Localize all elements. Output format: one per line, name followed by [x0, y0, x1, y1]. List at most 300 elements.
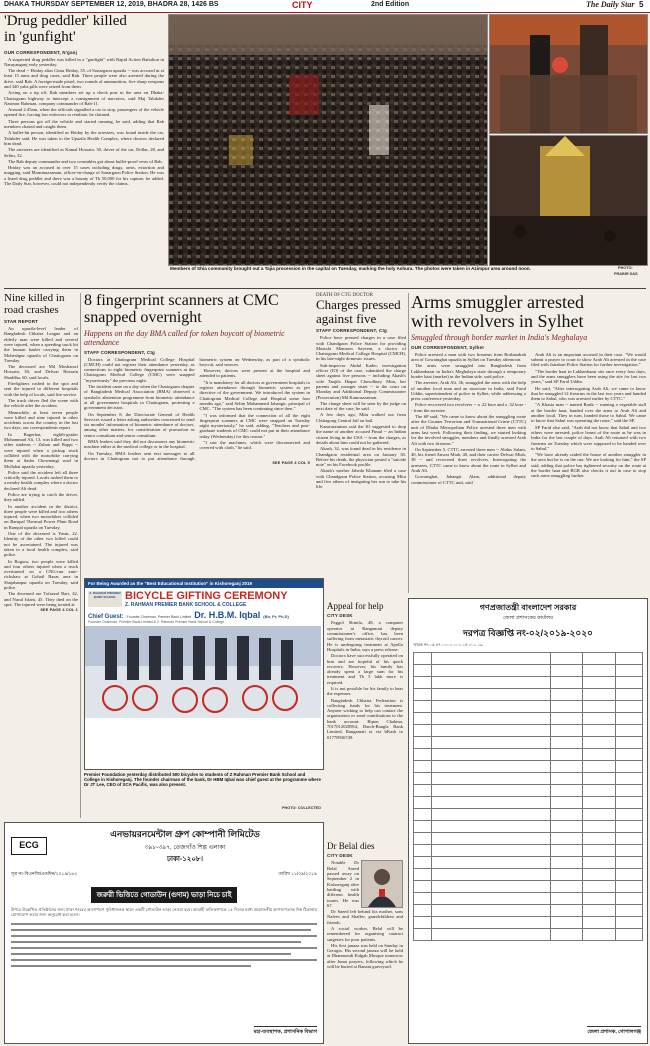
paragraph: Doctors at Chattogram Medical College Hospital (CMCH) could not register their attendance yesterday, as connections to eight biometric fingerprint scanners at the Chattogram Medical College (CMC) were snapped "mysteriously" the previous night.: [84, 356, 195, 383]
tender-cell: [551, 809, 583, 821]
paragraph: In another accident in the district, three people were killed and two others injured, when two motorbikes collided on Barupal Thermal Power Plant Road in Rampal upazila on Tuesday.: [4, 503, 78, 530]
tender-footer: জেলা প্রশাসক, গোপালগঞ্জ: [587, 1026, 641, 1037]
guest-name: Dr. H.B.M. Iqbal: [194, 610, 261, 620]
tender-cell: [432, 797, 551, 809]
tender-cell: [615, 905, 643, 917]
tender-cell: [615, 845, 643, 857]
tender-cell: [615, 737, 643, 749]
tender-cell: [432, 929, 551, 941]
body-drug: [4, 57, 164, 187]
tender-cell: [551, 821, 583, 833]
tender-cell: [615, 713, 643, 725]
tender-header: [409, 599, 647, 641]
paragraph: "I was informed that the connection of all the eight fingerprint scanners at CMC were snapped on Tuesday night mysteriously," he said, adding, "Teachers and post-graduate students of CMC could not put in their attendance today (Wednesday) for this reason.": [199, 412, 310, 439]
tender-cell: [414, 653, 432, 665]
tender-cell: [551, 857, 583, 869]
tender-cell: [551, 725, 583, 737]
tender-cell: [551, 773, 583, 785]
body-arms-col1: [411, 352, 526, 486]
ad-cycle-header: [85, 588, 323, 610]
paragraph: The arrestee, Arab Ali, 36, smuggled the arms with the help of another local man and an associate in India, said Farid Uddin, superintendent of police in Sylhet, while addressing a press conference yesterday.: [411, 380, 526, 402]
tender-row: [414, 725, 643, 737]
paragraph: His first janaza was held on Sunday in Georgia. His second janaza will be held at Dhanmondi Eidgah Mosque tomorrow after Jumu prayers, following which he will be buried at Banani graveyard.: [327, 942, 403, 970]
tender-cell: [615, 677, 643, 689]
tender-cell: [551, 905, 583, 917]
paragraph: On Tuesday, BMA leaders sent text messages to all doctors in Chattogram not to put attendance through biometric system on Wednesday, as part of a symbolic boycott, said sources.: [84, 356, 310, 461]
photo-procession-main: [168, 14, 488, 266]
byline-drug: OUR CORRESPONDENT, N'ganj: [4, 49, 78, 55]
byline-arms: OUR CORRESPONDENT, Sylhet: [411, 344, 485, 350]
paragraph: Around 2:45am, when the officials signalled a car to stop, passengers of the vehicle opened fire, forcing law enforcers to retaliate, he claimed.: [4, 107, 164, 118]
tender-cell: [615, 689, 643, 701]
tender-cell: [432, 785, 551, 797]
tender-cell: [414, 761, 432, 773]
tender-cell: [551, 677, 583, 689]
ad-godown-rent: [4, 822, 324, 1044]
story-cmc-scanners: [84, 293, 310, 465]
tender-cell: [583, 725, 615, 737]
tender-cell: [615, 893, 643, 905]
tender-cell: [615, 665, 643, 677]
body-arms-col2: [531, 352, 646, 486]
tender-cell: [432, 689, 551, 701]
tender-cell: [551, 749, 583, 761]
story-appeal: [327, 602, 403, 741]
edition-label: 2nd Edition: [371, 1, 410, 8]
paragraph: BMA leaders said they did not disconnect any biometric machine either at the medical college or in the hospital.: [84, 439, 195, 450]
tender-cell: [551, 737, 583, 749]
ad-cycle-subtitle: Z. RAHMAN PREMIER BANK SCHOOL & COLLEGE: [125, 602, 247, 608]
person-icon: [362, 861, 402, 907]
page-number: 5: [639, 0, 644, 9]
ad-cycle-credit: PHOTO: COLLECTED: [282, 806, 321, 810]
column-rule: [408, 293, 409, 593]
tender-cell: [583, 701, 615, 713]
date-line: DHAKA THURSDAY SEPTEMBER 12, 2019, BHADRA 28, 1426 BS: [4, 1, 219, 8]
tender-row: [414, 773, 643, 785]
tender-cell: [414, 833, 432, 845]
tender-cell: [414, 725, 432, 737]
ad-cdc-filler: [11, 883, 317, 993]
tender-row: [414, 821, 643, 833]
tender-cell: [414, 689, 432, 701]
tender-cell: [583, 857, 615, 869]
tender-row: [414, 749, 643, 761]
ad-cdc-ref: সূত্র নং-বিএনজি/এডমিন/২০১৯/১৬২: [11, 871, 78, 876]
crowd-illustration: [169, 15, 487, 265]
photo-caption-top: Members of Shia community brought out a Tajia procession in the capital on Tuesday, marking the holy Ashura. The photos were taken in Azimpur area around noon.: [170, 266, 531, 271]
headline-arms-line1: Arms smuggler arrested: [411, 292, 584, 312]
tender-row: [414, 665, 643, 677]
tender-cell: [414, 857, 432, 869]
tender-row: [414, 677, 643, 689]
tender-cell: [551, 701, 583, 713]
tender-cell: [615, 785, 643, 797]
ad-cycle-guest: [85, 610, 323, 620]
tender-cell: [551, 797, 583, 809]
tender-cell: [414, 905, 432, 917]
tender-cell: [432, 737, 551, 749]
paragraph: Acting on a tip off, Rab members set up a check post in the area on Dhaka-Chattogram highway to intercept a consignment of narcotics, said Maj Talukder Nasimur Rahman, company commander of Rab-11.: [4, 90, 164, 106]
tender-memo: স্মারক নং-০৫.৪৭.০০০০.০০১.১৪.০০১.১৯: [413, 642, 483, 647]
tender-row: [414, 761, 643, 773]
ceremony-photo: [85, 626, 321, 718]
byline-appeal: CITY DESK: [327, 613, 353, 619]
tender-row: [414, 845, 643, 857]
photo-procession-side-top: [489, 14, 648, 134]
body-obit-rest: [327, 909, 403, 969]
guest-role: Founder Chairman, Premier Bank Limited: [126, 615, 192, 619]
text-lines-decoration: [11, 883, 317, 993]
ad-cdc-date: তারিখ ১১/০৯/২০১৯: [278, 871, 317, 876]
tender-cell: [432, 677, 551, 689]
paragraph: "I saw the machines, which were disconnected and covered with cloth," he said.: [199, 440, 310, 451]
tender-table-wrap: [409, 650, 647, 943]
tender-office: জেলা প্রশাসকের কার্যালয়: [502, 615, 554, 621]
tender-cell: [615, 881, 643, 893]
ad-cdc-refline: [5, 869, 323, 880]
tender-cell: [551, 845, 583, 857]
paragraph: Police arrested a man with two firearms from Borhandrah area of Gowainghat upazila in Sylhet on Tuesday afternoon.: [411, 351, 526, 363]
headline-road: Nine killed in road crashes: [4, 292, 65, 316]
ad-cdc-header: [5, 823, 323, 869]
tender-row: [414, 917, 643, 929]
tender-cell: [432, 833, 551, 845]
tender-cell: [551, 713, 583, 725]
paragraph: A social worker, Belal will be remembered for organising cataract surgeries for poor patients.: [327, 926, 403, 942]
tender-row: [414, 689, 643, 701]
paragraph: The dead -- Hriday alias Cimu Hriday, 35, of Sonargaon upazila -- was accused in at least 15 arms and drug cases, said Rab. Three people were also arrested during the drive, said Rab. A foreign-made pistol, two rounds of ammunition, five sharp weapons and 340 yaba pills were seized from them.: [4, 68, 164, 89]
paragraph: Three persons got off the vehicle and started running, he said, adding that Rab members chased and caught them.: [4, 118, 164, 130]
ad-bicycle-ceremony: [84, 578, 324, 770]
paragraph: Gowainghat, Jahangir Alam, additional deputy commissioner of CTTC unit, said: [411, 474, 526, 485]
tender-row: [414, 929, 643, 941]
tender-cell: [414, 797, 432, 809]
paragraph: Notable Dr Belal Saeed passed away on September 2 in Kishoreganj after battling with different health issues. He was 67.: [327, 860, 360, 908]
tender-cell: [583, 845, 615, 857]
divider: [4, 288, 646, 289]
story-obit: [327, 842, 403, 970]
tender-cell: [583, 929, 615, 941]
paragraph: Sub-inspector Abdul Kader, investigation officer (IO) of the case, submitted the charge sheet against five persons -- including Akash's wife Tanjila Haque Chowdhury Mitu, her parents and younger sister -- to the court on Monday and Additional Deputy Commissioner (Prosecution) Md Kamruzzaman.: [316, 362, 406, 400]
ad-cdc-signer: মহা-ব্যবস্থাপক, প্রশাসনিক বিভাগ: [254, 1026, 317, 1037]
tender-cell: [414, 845, 432, 857]
tender-cell: [432, 749, 551, 761]
obit-portrait: [361, 860, 403, 908]
continued-road: SEE PAGE 4 COL 1: [40, 608, 78, 613]
ad-cdc-city: ঢাকা-১২০৮।: [167, 856, 203, 863]
tender-cell: [414, 677, 432, 689]
paragraph: Police said the accident left all three critically injured. Locals rushed them to a nearby health complex where a doctor declared Ali dead.: [4, 469, 78, 491]
obit-top: [327, 860, 403, 909]
tender-row: [414, 869, 643, 881]
tender-cell: [551, 665, 583, 677]
paragraph: Police are trying to catch the driver, they added.: [4, 492, 78, 503]
tender-cell: [615, 929, 643, 941]
paragraph: Akash's mother Jaheda Khanam filed a case with Chandgaon Police Station, accusing Mitu and five others of instigating her son to take his life.: [316, 468, 406, 490]
tender-cell: [583, 773, 615, 785]
logo-text: ECG: [19, 840, 39, 850]
tender-cell: [551, 929, 583, 941]
tender-cell: [432, 905, 551, 917]
paragraph: The Rab deputy commander and two constables got about bullet-proof vests of Rab.: [8, 158, 163, 164]
tender-cell: [615, 725, 643, 737]
tender-cell: [583, 785, 615, 797]
tender-cell: [583, 749, 615, 761]
tender-row: [414, 785, 643, 797]
paragraph: One of the deceased is Yasin, 22. Identity of the other two killed could not be ascertained. The injured was taken to a local health complex, said police.: [4, 531, 78, 558]
tender-row: [414, 809, 643, 821]
tender-row: [414, 833, 643, 845]
ad-cycle-caption: Premier Foundation yesterday distributed 500 bicycles to students of Z Rahman Premier Bank School and College in Kishoreganj. The founder chairman of the bank, Dr HBM Iqbal was chief guest at the programme where Dr JT Lee, CEO of SCA Pacific, was also present.: [84, 772, 321, 788]
paragraph: Paggol Shimla, 48, a computer operator at Rangamati deputy commissioner's office, has been suffering from metastatic thyroid cancer. He is undergoing treatment at Apollo Hospitals in India, says a press release.: [327, 620, 403, 652]
tender-cell: [583, 713, 615, 725]
paragraph: He said, "After interrogating Arab Ali, we came to know that he smuggled 12 firearms in the last two years and handed them to Sabul, who was arrested earlier by CTTC.": [531, 385, 646, 402]
headline-charges-line2: against five: [316, 310, 377, 326]
headline-arms-line2: with revolvers in Sylhet: [411, 310, 584, 331]
byline-road: STAR REPORT: [4, 319, 39, 325]
paragraph: The SP said, "We came to know about the smuggling route after the Counter Terrorism and Transnational Crime (CTTC) unit of Dhaka Metropolitan Police arrested three men with arms last week. Following their finding, we started looking for the involved smuggler, members and finally arrested Arab Ali with two firearms.": [411, 414, 526, 446]
tender-cell: [414, 749, 432, 761]
tender-cell: [414, 917, 432, 929]
paragraph: Arab Ali is an important accused in their case. "We would submit a prayer to court to show Arab Ali arrested in the case filed with Jatrabari Police Station for further investigation.": [531, 351, 646, 368]
tender-cell: [432, 869, 551, 881]
tender-cell: [432, 665, 551, 677]
tender-govt: গণপ্রজাতন্ত্রী বাংলাদেশ সরকার: [479, 603, 577, 612]
tender-cell: [583, 797, 615, 809]
tender-cell: [615, 809, 643, 821]
paragraph: The truck driver fled the scene with the vehicle after the accident.: [4, 397, 78, 409]
tender-cell: [432, 857, 551, 869]
tender-cell: [583, 869, 615, 881]
tender-cell: [615, 653, 643, 665]
tender-title: দরপত্র বিজ্ঞপ্তি নং-০২/২০১৯-২০২০: [463, 628, 593, 638]
tender-cell: [432, 845, 551, 857]
paragraph: "It is mandatory for all doctors at government hospitals to register attendance through biometric system as per directive of the government. We introduced the system in Chattogram Medical College and Hospital some four months ago," said Selim Mohammed Jahangir, principal of CMC. "The system has been continuing since then.": [199, 379, 310, 412]
tender-row: [414, 893, 643, 905]
tender-row: [414, 713, 643, 725]
arms-columns: [411, 352, 646, 486]
ad-cdc-address: ৩৯৮-৩৯৭, তেজগাঁও শিল্প এলাকা: [144, 845, 226, 851]
tender-cell: [583, 761, 615, 773]
subhead-arms: Smuggled through border market in India's Meghalaya: [411, 332, 588, 342]
tender-cell: [414, 881, 432, 893]
ad-cdc-title: জরুরী ভিত্তিতে গোডাউন (গুদাম) ভাড়া নিচে চাই: [91, 887, 238, 903]
tender-row: [414, 857, 643, 869]
body-appeal: [327, 620, 403, 740]
tender-cell: [551, 869, 583, 881]
headline-charges-line1: Charges pressed: [316, 297, 401, 312]
tender-row: [414, 905, 643, 917]
tender-cell: [414, 821, 432, 833]
byline-cmc: STAFF CORRESPONDENT, Ctg: [84, 349, 155, 355]
tender-cell: [432, 773, 551, 785]
tender-cell: [432, 701, 551, 713]
tender-cell: [615, 761, 643, 773]
paragraph: Police recovered two revolvers -- a .22 bore and a .32 bore -- from the arrestee.: [411, 402, 526, 413]
company-logo: [11, 837, 47, 855]
paragraph: Kamruzzaman said the IO suggested to drop the name of another accused Fimal -- an Indian citizen living in the USA -- from the charges, as details about him could not be gathered.: [316, 424, 406, 445]
byline-obit: CITY DESK: [327, 853, 353, 859]
tender-cell: [615, 857, 643, 869]
kicker-charges: DEATH OF CTG DOCTOR: [316, 293, 373, 298]
paragraph: In Bagerhat, eighth-grader Mohammad Ali, 13, was killed and two other students -- Zubair and Bappi -- were injured when a pickup truck collided with the motorbike carrying them at Sadar Chownangi road in Mollahat upazila yesterday.: [4, 431, 78, 469]
tender-cell: [414, 893, 432, 905]
tender-cell: [551, 653, 583, 665]
tender-cell: [414, 869, 432, 881]
paragraph: Meanwhile, at least seven people were killed and nine injured in other accidents across the country in the last two days, our correspondents report.: [4, 409, 78, 431]
tender-cell: [615, 773, 643, 785]
headline-drug-line1: 'Drug peddler' killed: [4, 13, 127, 29]
tender-row: [414, 653, 643, 665]
tender-cell: [432, 821, 551, 833]
body-road: [4, 326, 78, 607]
headline-cmc: 8 fingerprint scanners at CMC snapped overnight: [84, 292, 279, 326]
tender-table: [413, 652, 643, 941]
tazia-illustration: [490, 136, 647, 265]
story-charges-pressed: [316, 293, 406, 491]
tender-cell: [432, 893, 551, 905]
paragraph: On September 8, the Directorate General of Health Services issued a letter asking authorities concerned to send six months' information of biometric attendance of doctors, among other matters, for consideration of promotion as senior consultant and senior consultant.: [84, 411, 195, 438]
tender-cell: [583, 809, 615, 821]
tender-cell: [414, 929, 432, 941]
tender-cell: [583, 833, 615, 845]
tender-cell: [551, 881, 583, 893]
paragraph: The deceased are Tofazzal Bari, 42, and Nurul Islam, 45. They died on the spot. The injured were being treated at: [4, 591, 78, 607]
tender-cell: [414, 785, 432, 797]
ad-cycle-topline: For Being Awarded as the "Best Educational Institution" in Kishoreganj 2019: [85, 579, 323, 588]
column-rule: [80, 293, 81, 818]
tender-cell: [615, 917, 643, 929]
paragraph: A bullet-hit person, identified as Hriday by the arrestees, was found inside the car, Talukder said. He was taken to the Upazila Health Complex, where doctors declared him dead.: [4, 130, 164, 146]
section-name: CITY: [292, 0, 313, 10]
tender-cell: [551, 833, 583, 845]
tender-cell: [583, 737, 615, 749]
tender-cell: [551, 761, 583, 773]
tender-cell: [583, 665, 615, 677]
continued-cmc: SEE PAGE 4 COL 5: [272, 461, 310, 466]
tender-cell: [583, 653, 615, 665]
story-arms-smuggler: [411, 293, 646, 486]
tender-cell: [414, 713, 432, 725]
ad-cdc-body: উপরে উল্লেখিত প্রতিষ্ঠানের জন্য ঢাকা শহরের আশেপাশে সুবিধাজনক স্থানে একটি গোডাউন ভাড়া নেওয়া হবে। আগ্রহী মালিকগণকে ১৫ দিনের মধ্যে প্রয়োজনীয় কাগজপত্রসহ নিম্ন ঠিকানায় যোগাযোগ করার জন্য অনুরোধ করা হলো।: [11, 907, 317, 917]
paragraph: On September 5, CTTC arrested three men -- Abdus Salam, 40, his friend Anwar Miah, 40, and their carrier Delwar Miah, 38 -- and recovered three revolvers. Interrogating the arrestees, CTTC came to know about the route in Sylhet and Arab Ali.: [411, 446, 526, 474]
paragraph: A suspected drug peddler was killed in a "gunfight" with Rapid Action Battalion in Narayanganj early yesterday.: [4, 56, 164, 67]
tender-cell: [583, 917, 615, 929]
ad-cycle-title: BICYCLE GIFTING CEREMONY: [125, 590, 288, 602]
paragraph: "The border haat in Lakhanbazar sits once every four days, and the arms smugglers have been using the site for last two years," said SP Farid Uddin.: [531, 368, 646, 385]
tender-cell: [414, 809, 432, 821]
paragraph: A few days ago, Mitu walked out from Chittagong Central Jail on bail.: [316, 412, 406, 423]
paragraph: An upazila-level leader of Bangladesh Chhatra League and an elderly man were killed and several were injured, when a speeding truck hit the human hauler carrying them in Moheshpur upazila of Chattogram on Tuesday.: [4, 326, 78, 363]
paragraph: The arms were smuggled into Bangladesh from Lakhanbazar in India's Meghalaya state through a temporary border haat (market) in the Indian side, said police.: [411, 363, 526, 379]
tender-cell: [551, 689, 583, 701]
chief-guest-label: Chief Guest:: [88, 614, 124, 620]
tender-cell: [432, 809, 551, 821]
paragraph: Hriday was an accused in over 15 cases including drugs, arms, extortion and mugging, said Mominuzzaman, officer-in-charge of Sonargaon Police Station. He was a listed drug peddler and there was a bounty of Tk 50,000 for his capture, he added. The Daily Star, however, could not independently verify the claims.: [4, 165, 164, 187]
paragraph: "We have already raided the house of another smuggler in the area but he is on the run. We are looking for him," the SP said, adding that police has tightened security on the route at the border haat and BGB also checks it out in case to stop such arms smuggling further.: [531, 452, 646, 479]
tender-cell: [615, 701, 643, 713]
tender-cell: [583, 677, 615, 689]
paragraph: Doctors have successfully operated on him and are hopeful of his quick recovery. However, his family has already spent a large sum for his treatment and Tk 5 lakh more is required.: [327, 653, 403, 685]
tender-cell: [615, 797, 643, 809]
subhead-cmc: Happens on the day BMA called for token boycott of biometric attendance: [84, 328, 285, 347]
tender-cell: [432, 653, 551, 665]
tender-cell: [432, 881, 551, 893]
story-drug-peddler: [4, 14, 164, 187]
headline-drug-line2: in 'gunfight': [4, 28, 76, 45]
tender-row: [414, 881, 643, 893]
paragraph: It is not possible for his family to bear the expenses.: [327, 686, 403, 697]
photo-procession-side-bottom: [489, 135, 648, 266]
paragraph: "A Khasia man -- named Barik -- running a vegetable stall at the border haat, handed over the arms to Arab Ali and another local. They in turn, handed those to Sabul. We came to know that Sabul was operating the route," said the SP.: [531, 402, 646, 424]
tender-cell: [414, 701, 432, 713]
bank-logo: Z. RAHMAN PREMIER BANK SCHOOL: [88, 591, 122, 607]
tender-cell: [432, 761, 551, 773]
tender-cell: [583, 905, 615, 917]
paragraph: The arrestees are identified as Kamal Hossain, 30, driver of the car, Dollar, 28, and Selim, 32.: [4, 147, 164, 158]
tender-cell: [583, 821, 615, 833]
tender-cell: [551, 893, 583, 905]
paragraph: The deceased are Md Mosharraf Hossain, 30, and Delwar Hossain Shaddha, 60, said locals.: [4, 364, 78, 380]
paragraph: Firefighters rushed to the spot and sent the injured to different hospitals with the help of locals, said fire service.: [4, 381, 78, 397]
paragraph: However, doctors were present at the hospital and attended to patients.: [199, 368, 310, 379]
tender-cell: [615, 869, 643, 881]
tender-cell: [414, 665, 432, 677]
tender-cell: [414, 773, 432, 785]
tender-row: [414, 797, 643, 809]
tender-cell: [551, 785, 583, 797]
tender-cell: [615, 821, 643, 833]
tender-cell: [583, 881, 615, 893]
paragraph: The charge sheet will be seen by the judge on next date of the case, he said.: [316, 400, 406, 412]
paragraph: SP Farid also said, "Arab did not know that Sabul and two others were arrested; police learnt of the route as he was in India for the last couple of days. Arab Ali returned with two firearms on Tuesday which were supposed to be handed over to Sabul.": [531, 424, 646, 451]
paragraph: Dr Saeed left behind his mother, sons Nafees and Shaffer, grandchildren and friends.: [327, 909, 403, 925]
paragraph: Bangladesh Chhatra Federation is collecting funds for his treatment. Anyone wishing to help can contact the organisation or send contributions to the bank account: Ripon Chakma, 7017012028584, Dutch-Bangla Bank Limited, Rangamati or via bKash to 01778936749.: [327, 697, 403, 740]
story-road-crashes: [4, 293, 78, 612]
guest-sub: Founder Chairman, Premier Bank Limited & Z. Rahman Premier Bank School & College: [88, 620, 225, 624]
paragraph: Police have pressed charges in a case filed with Chandgaon Police Station for providing Mustafa Mamoon Sayeem, a doctor of Chattogram Medical College Hospital (CMCH), in his late-night domestic issues.: [316, 335, 406, 362]
tender-cell: [615, 833, 643, 845]
procession-illustration: [490, 15, 647, 133]
byline-charges: STAFF CORRESPONDENT, Ctg: [316, 328, 387, 334]
paragraph: In Bogura, two people were killed and four others injured when a truck overturned on a CNG-run auto-rickshaw at Gohail Bazar area in Shajahanpur upazila on Tuesday, said police.: [4, 558, 78, 591]
tender-row: [414, 737, 643, 749]
ad-cdc-org: এনভায়রনমেন্টাল গ্রুপ কোম্পানী লিমিটেড: [110, 829, 260, 839]
headline-obit: Dr Belal dies: [327, 841, 375, 851]
body-obit-first: [327, 860, 359, 909]
ad-tender-notice: [408, 598, 648, 1044]
headline-appeal: Appeal for help: [327, 601, 384, 611]
tender-cell: [583, 689, 615, 701]
photo-credit-name: PRABIR DAS: [614, 272, 638, 276]
body-cmc: [84, 357, 310, 462]
paragraph: The incident came on a day when the Chattogram chapter of Bangladesh Medical Association (BMA) observed a symbolic abstention programme from biometric attendance at all government hospitals in Chattogram, protesting a government decision.: [84, 384, 195, 411]
tender-cell: [615, 749, 643, 761]
body-charges: [316, 335, 406, 489]
photo-credit-label: PHOTO:: [618, 266, 633, 270]
paper-name: The Daily Star: [586, 0, 635, 9]
tender-cell: [432, 917, 551, 929]
tender-cell: [414, 737, 432, 749]
tender-row: [414, 701, 643, 713]
paragraph: Akash, 32, was found dead in his residence in Chandgaon residential area on January 30. Before his death, the physician posted a "suicide note" on his Facebook profile.: [316, 446, 406, 468]
tender-cell: [583, 893, 615, 905]
tender-cell: [551, 917, 583, 929]
tender-cell: [432, 725, 551, 737]
guest-suffix: (Bir, Pr, Ph.D): [263, 614, 289, 619]
tender-cell: [432, 713, 551, 725]
